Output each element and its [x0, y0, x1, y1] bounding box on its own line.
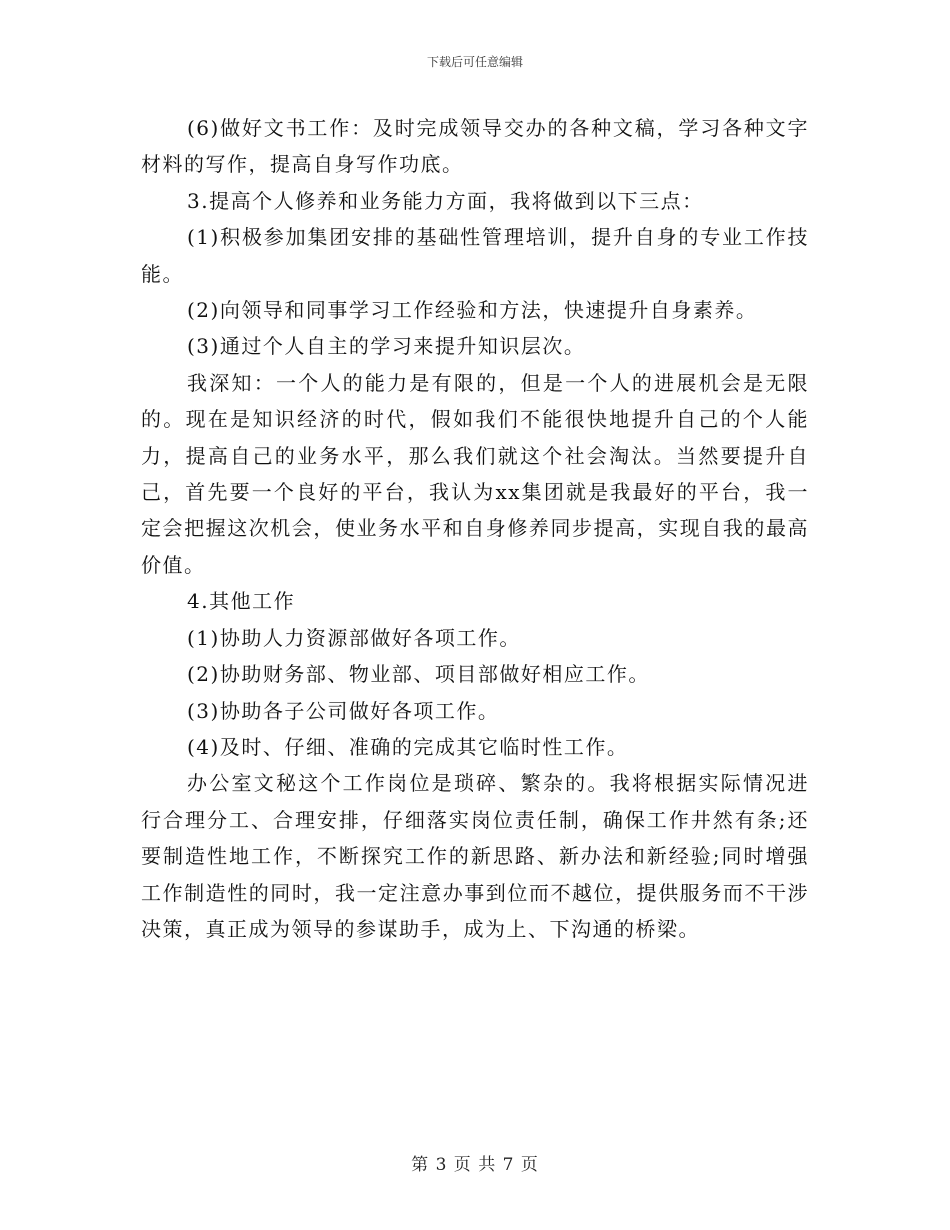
paragraph-assist-subsidiaries: (3)协助各子公司做好各项工作。 — [187, 698, 500, 723]
paragraph-section-3-heading: 3.提高个人修养和业务能力方面，我将做到以下三点： — [187, 188, 704, 213]
paragraph-section-4-heading: 4.其他工作 — [187, 589, 296, 614]
paragraph-assist-hr: (1)协助人力资源部做好各项工作。 — [187, 625, 521, 650]
paragraph-assist-finance: (2)协助财务部、物业部、项目部做好相应工作。 — [187, 662, 650, 687]
page-number-footer: 第 3 页 共 7 页 — [411, 1155, 539, 1175]
paragraph-clerical-work: (6)做好文书工作：及时完成领导交办的各种文稿，学习各种文字材料的写作，提高自身写作功底。 — [141, 116, 809, 177]
paragraph-self-study: (3)通过个人自主的学习来提升知识层次。 — [187, 334, 586, 359]
paragraph-secretary-role: 办公室文秘这个工作岗位是琐碎、繁杂的。我将根据实际情况进行合理分工、合理安排，仔细落实岗位责任制，确保工作井然有条;还要制造性地工作，不断探究工作的新思路、新办法和新经验;同时增强工作制造性的同时，我一定注意办事到位而不越位，提供服务而不干涉决策，真正成为领导的参谋助手，成为上、下沟通的桥梁。 — [141, 771, 809, 941]
paragraph-learn-from-colleagues: (2)向领导和同事学习工作经验和方法，快速提升自身素养。 — [187, 298, 758, 323]
document-body — [141, 110, 809, 947]
page-header-note: 下载后可任意编辑 — [426, 55, 523, 69]
paragraph-temporary-tasks: (4)及时、仔细、准确的完成其它临时性工作。 — [187, 734, 629, 759]
paragraph-management-training: (1)积极参加集团安排的基础性管理培训，提升自身的专业工作技能。 — [141, 225, 809, 286]
paragraph-personal-ability: 我深知：一个人的能力是有限的，但是一个人的进展机会是无限的。现在是知识经济的时代，假如我们不能很快地提升自己的个人能力，提高自己的业务水平，那么我们就这个社会淘汰。当然要提升自己，首先要一个良好的平台，我认为xx集团就是我最好的平台，我一定会把握这次机会，使业务水平和自身修养同步提高，实现自我的最高价值。 — [141, 370, 809, 577]
